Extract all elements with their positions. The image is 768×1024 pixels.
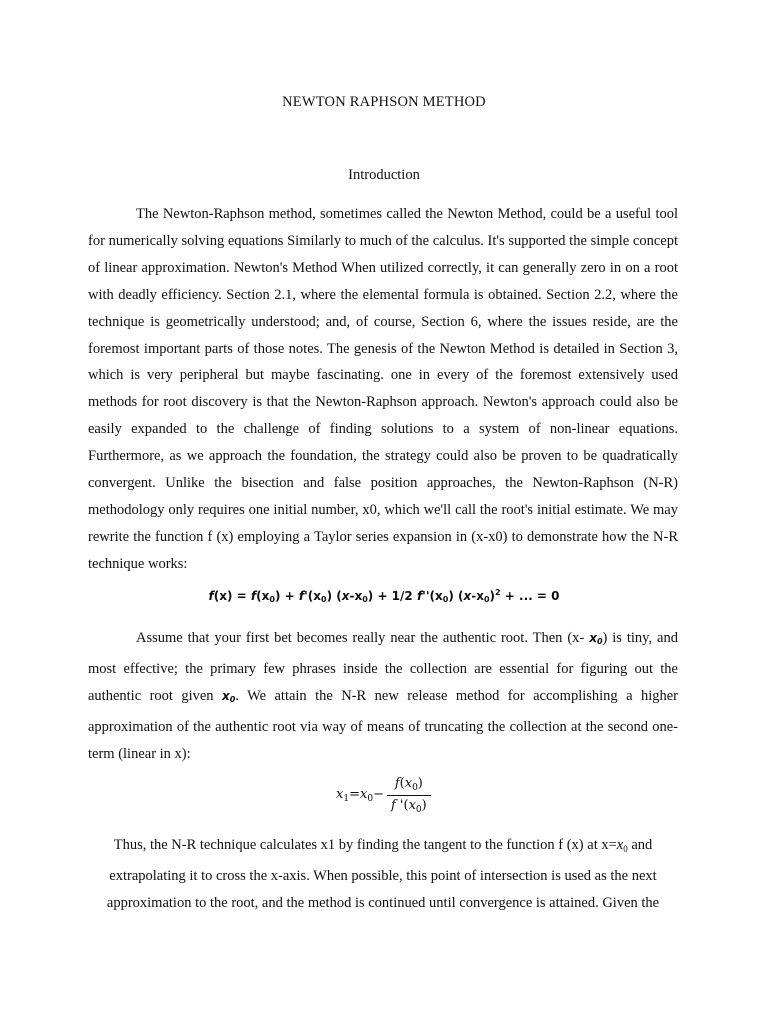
variable-subscript: 0 — [623, 844, 628, 854]
eq1-subscript: 0 — [269, 595, 275, 604]
eq1-subscript: 0 — [483, 595, 490, 604]
eq1-term: ) ( — [326, 589, 342, 603]
inline-variable — [617, 837, 628, 853]
eq1-term: (x — [256, 589, 270, 603]
variable-subscript: 0 — [412, 782, 418, 793]
variable-x: x — [408, 797, 416, 813]
eq1-term: '(x — [304, 589, 321, 603]
variable-x: x — [359, 786, 368, 802]
eq1-term: f — [298, 589, 305, 603]
eq1-term: (x) = — [213, 589, 251, 603]
eq1-term: -x — [349, 589, 363, 603]
eq1-term: ''(x — [422, 589, 443, 603]
eq1-term: x — [341, 589, 350, 603]
text-run: Thus, the N-R technique calculates x1 by finding the tangent to the function f (x) at x= — [113, 837, 617, 853]
variable-subscript: 0 — [415, 804, 422, 815]
paragraph-tangent — [88, 832, 678, 917]
eq1-subscript: 0 — [320, 595, 327, 604]
minus-sign: − — [373, 786, 384, 802]
variable-x: x — [404, 775, 413, 791]
text-run: and extrapolating it to cross the x-axis. When possible, this point of intersection is used as the next approximation to the root, and the method is continued until convergence is attained. Given the — [106, 837, 660, 911]
eq1-term: ) + — [274, 589, 299, 603]
eq1-subscript: 0 — [442, 595, 449, 604]
eq1-term: f — [416, 589, 423, 603]
variable-subscript: 1 — [343, 793, 350, 804]
fraction-denominator — [387, 796, 431, 815]
eq1-term: f — [250, 589, 257, 603]
eq1-term: x — [463, 589, 472, 603]
variable-x: x — [221, 688, 230, 703]
newton-iteration-formula — [336, 772, 431, 818]
formula-fraction — [387, 776, 431, 815]
document-title: NEWTON RAPHSON METHOD — [282, 94, 486, 110]
formula-lhs — [336, 787, 384, 804]
inline-variable — [589, 631, 602, 645]
eq1-term: ) ( — [448, 589, 464, 603]
fraction-numerator — [391, 776, 427, 795]
eq1-term: + ... = 0 — [500, 589, 560, 603]
variable-subscript: 0 — [596, 637, 603, 646]
paren: ( — [403, 797, 409, 813]
paren: ( — [399, 775, 405, 791]
paragraph-assumption — [88, 625, 678, 768]
variable-x: x — [616, 837, 624, 853]
paragraph-intro: The Newton-Raphson method, sometimes called the Newton Method, could be a useful tool for numerically solving equations Similarly to much of the calculus. It's supported the simple concept of linear approximation. Newton's Method When utilized correctly, it can generally zero in on a root with deadly efficiency. Section 2.1, where the elemental formula is obtained. Section 2.2, where the technique is geometrically understood; and, of course, Section 6, where the issues reside, are the foremost important parts of those notes. The genesis of the Newton Method is detailed in Section 3, which is very peripheral but maybe fascinating. one in every of the foremost extensively used methods for root discovery is that the Newton-Raphson approach. Newton's approach could also be easily expanded to the challenge of finding solutions to a system of non-linear equations. Furthermore, as we approach the foundation, the strategy could also be proven to be quadratically convergent. Unlike the bisection and false position approaches, the Newton-Raphson (N-R) methodology only requires one initial number, x0, which we'll call the root's initial estimate. We may rewrite the function f (x) employing a Taylor series expansion in (x-x0) to demonstrate how the N-R technique works: — [88, 206, 678, 572]
variable-x: x — [336, 786, 344, 802]
eq1-subscript: 0 — [362, 595, 368, 604]
text-run: Assume that your first bet becomes really near the authentic root. Then (x- — [136, 630, 590, 646]
paren: ) — [421, 797, 427, 813]
equals-sign: = — [349, 786, 360, 802]
inline-variable — [222, 689, 235, 703]
taylor-series-equation — [0, 588, 768, 604]
variable-subscript: 0 — [229, 694, 236, 704]
variable-x: x — [589, 631, 597, 645]
section-heading: Introduction — [348, 167, 420, 183]
text-run: ) is tiny, and most effective; the primary few phrases inside the collection are essential for figuring out the authentic root given — [88, 630, 678, 704]
eq1-term: f — [208, 589, 214, 603]
eq1-term: ) + 1/2 — [367, 589, 417, 603]
function-f: f — [394, 775, 400, 791]
paren: ) — [417, 775, 423, 791]
eq1-term: -x — [471, 589, 484, 603]
eq1-superscript: 2 — [495, 588, 501, 597]
text-run: . We attain the N-R new release method for accomplishing a higher approximation of the authentic root via way of means of truncating the collection at the second one-term (linear in x): — [88, 687, 679, 762]
function-f-prime: f ' — [390, 797, 404, 813]
eq1-term: ) — [489, 589, 496, 603]
variable-subscript: 0 — [367, 793, 374, 804]
